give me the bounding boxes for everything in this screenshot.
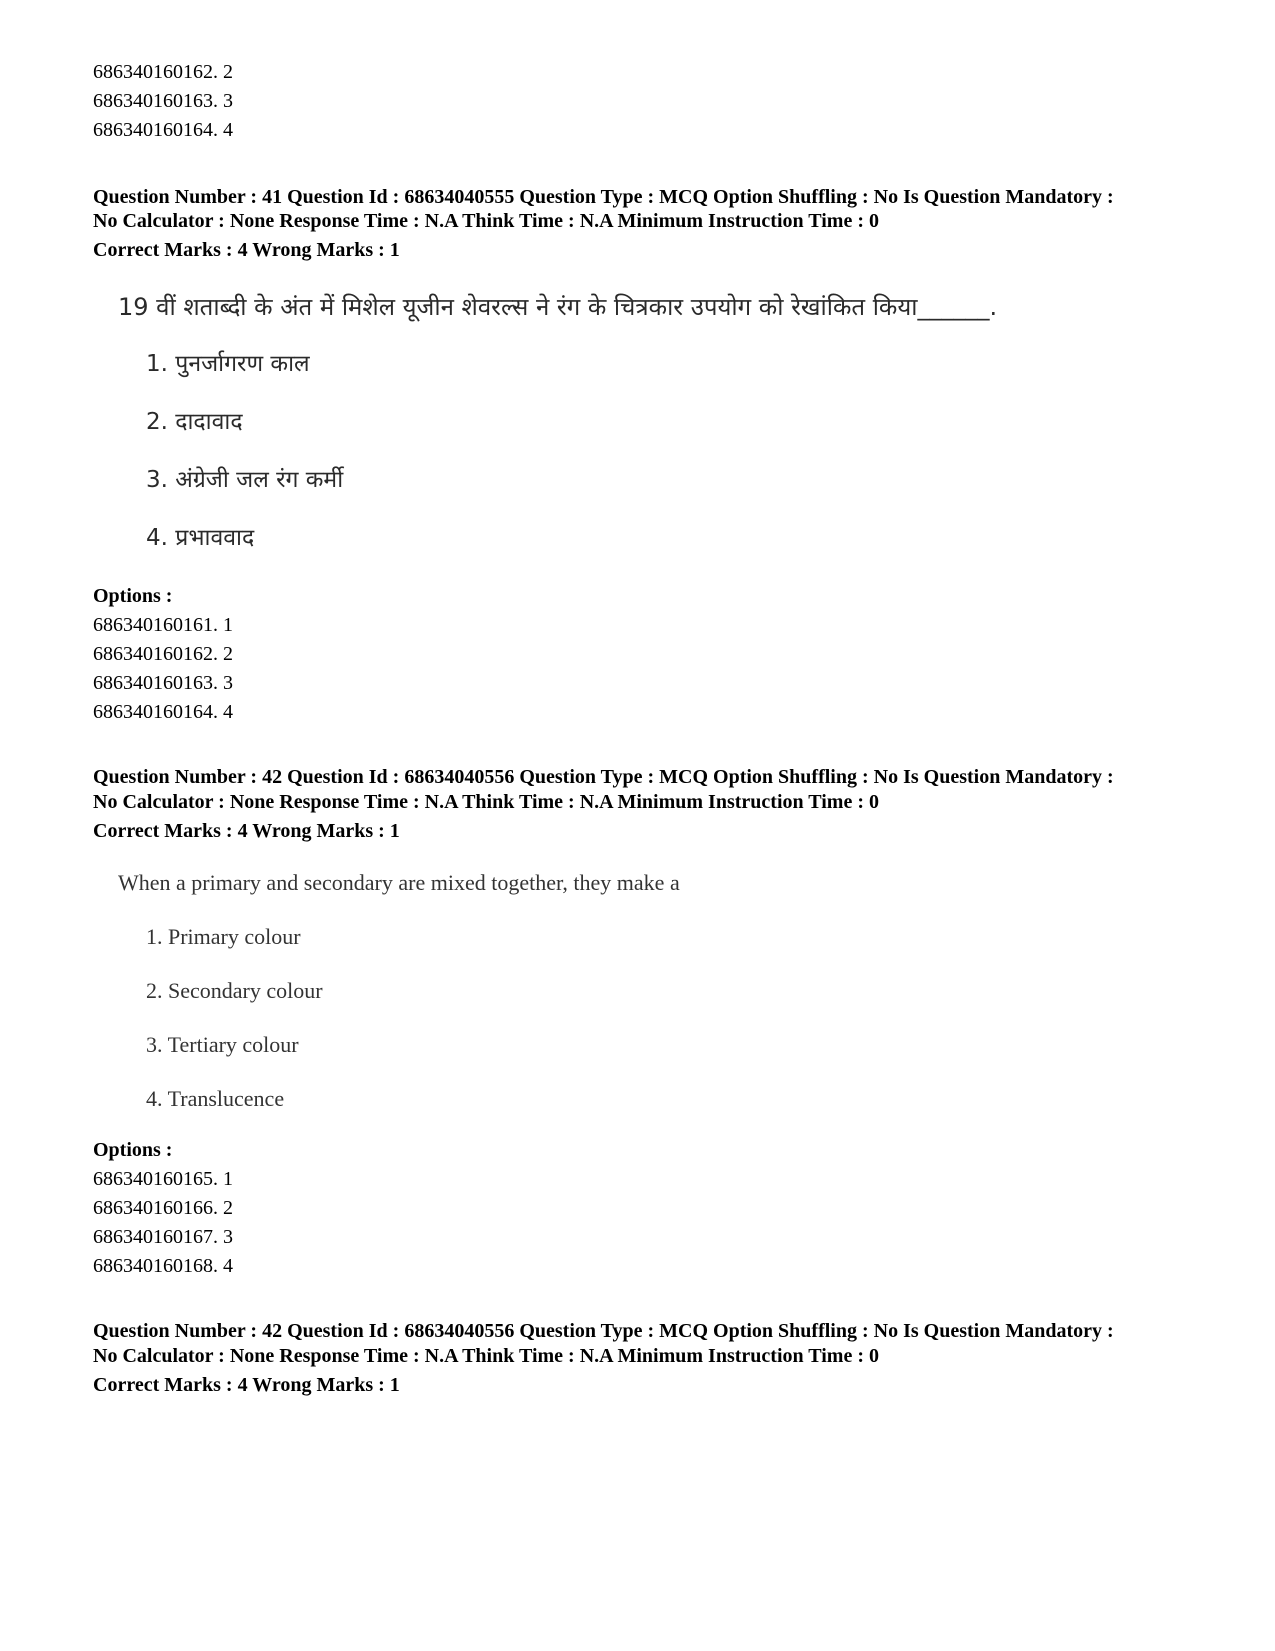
- option-id-line: 686340160163. 3: [93, 90, 233, 112]
- question-text: 19 वीं शताब्दी के अंत में मिशेल यूजीन शेवरल्स ने रंग के चित्रकार उपयोग को रेखांकित किया______.: [118, 293, 998, 321]
- question-meta-line: No Calculator : None Response Time : N.A Think Time : N.A Minimum Instruction Time : 0: [93, 791, 879, 813]
- choice-text: 4. Translucence: [146, 1086, 285, 1111]
- option-id-line: 686340160162. 2: [93, 61, 233, 83]
- question-marks: Correct Marks : 4 Wrong Marks : 1: [93, 1374, 400, 1396]
- option-id-line: 686340160162. 2: [93, 643, 233, 665]
- choice-text: 3. अंग्रेजी जल रंग कर्मी: [146, 467, 344, 493]
- option-id-line: 686340160166. 2: [93, 1197, 233, 1219]
- question-meta-line: No Calculator : None Response Time : N.A Think Time : N.A Minimum Instruction Time : 0: [93, 1345, 879, 1367]
- option-id-line: 686340160161. 1: [93, 614, 233, 636]
- choice-text: 1. पुनर्जागरण काल: [146, 351, 310, 377]
- choice-text: 2. दादावाद: [146, 409, 243, 435]
- question-meta-line: Question Number : 42 Question Id : 68634040556 Question Type : MCQ Option Shuffling : No Is Question Mandatory :: [93, 766, 1114, 788]
- options-label: Options :: [93, 1139, 173, 1161]
- choice-text: 2. Secondary colour: [146, 978, 323, 1003]
- option-id-line: 686340160167. 3: [93, 1226, 233, 1248]
- option-id-line: 686340160165. 1: [93, 1168, 233, 1190]
- question-meta-line: Question Number : 42 Question Id : 68634040556 Question Type : MCQ Option Shuffling : No Is Question Mandatory :: [93, 1320, 1114, 1342]
- choice-text: 3. Tertiary colour: [146, 1032, 299, 1057]
- question-meta-line: Question Number : 41 Question Id : 68634040555 Question Type : MCQ Option Shuffling : No Is Question Mandatory :: [93, 186, 1114, 208]
- choice-text: 4. प्रभाववाद: [146, 525, 255, 551]
- option-id-line: 686340160168. 4: [93, 1255, 233, 1277]
- option-id-line: 686340160164. 4: [93, 701, 233, 723]
- question-text: When a primary and secondary are mixed together, they make a: [118, 870, 680, 895]
- options-label: Options :: [93, 585, 173, 607]
- option-id-line: 686340160163. 3: [93, 672, 233, 694]
- option-id-line: 686340160164. 4: [93, 119, 233, 141]
- question-marks: Correct Marks : 4 Wrong Marks : 1: [93, 820, 400, 842]
- question-marks: Correct Marks : 4 Wrong Marks : 1: [93, 239, 400, 261]
- choice-text: 1. Primary colour: [146, 924, 301, 949]
- question-meta-line: No Calculator : None Response Time : N.A Think Time : N.A Minimum Instruction Time : 0: [93, 210, 879, 232]
